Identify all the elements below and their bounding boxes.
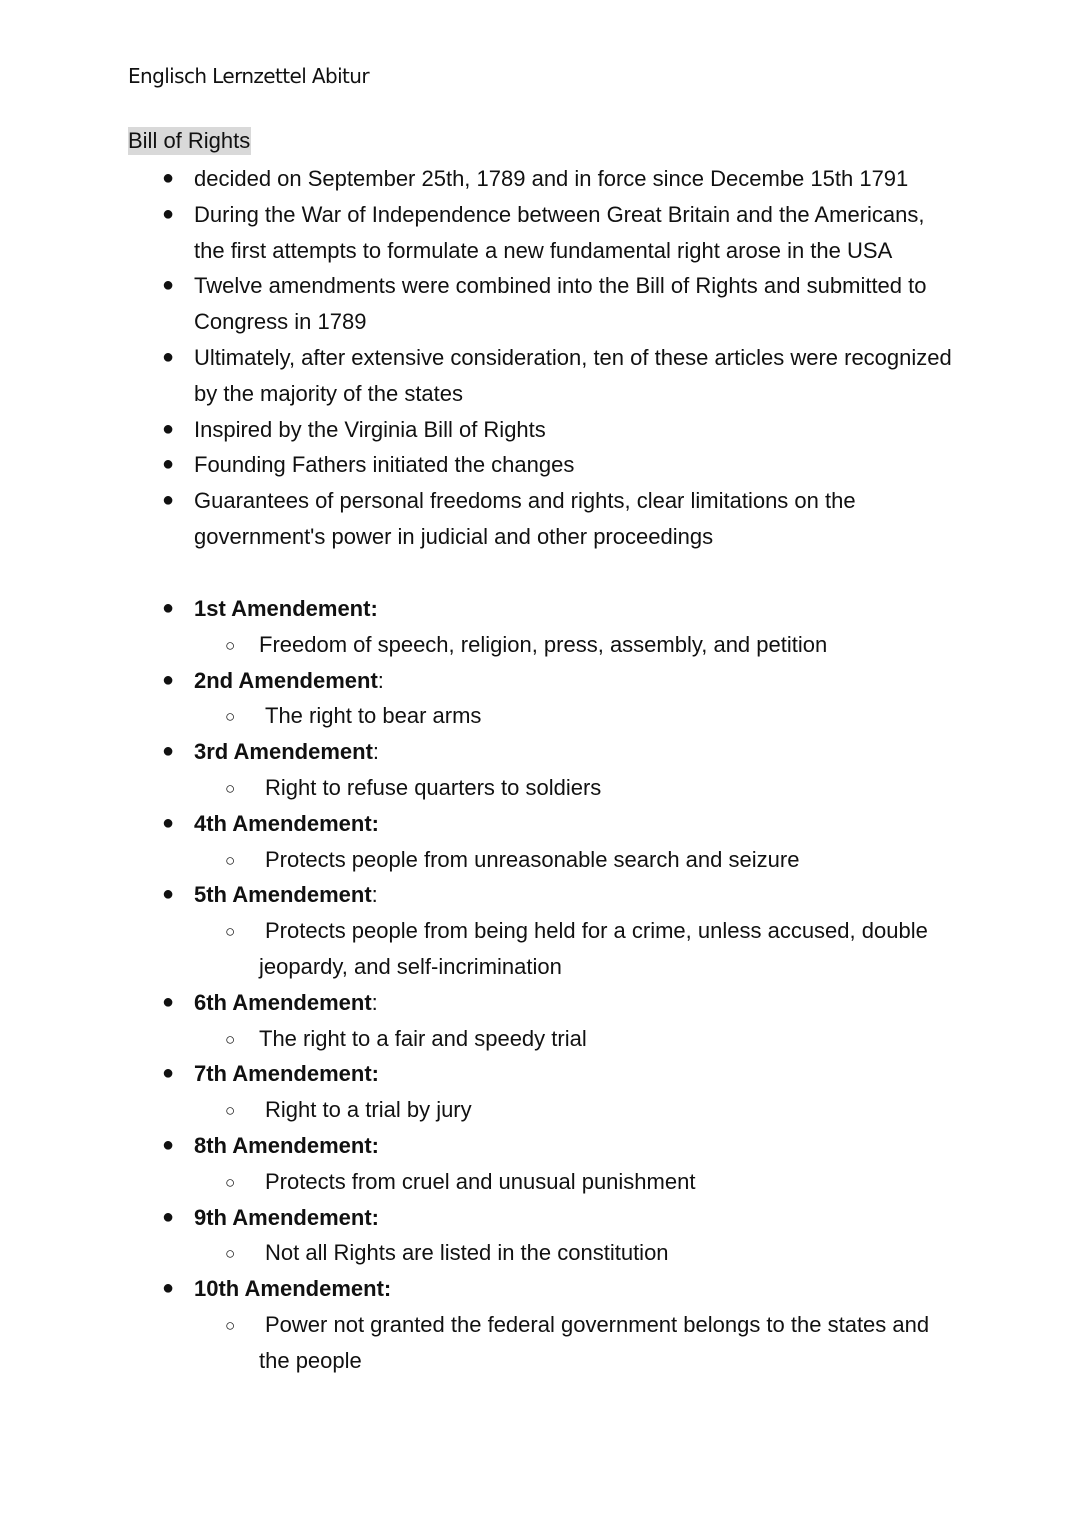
amendment-detail-text: Protects from cruel and unusual punishment — [265, 1168, 696, 1194]
list-item-text: During the War of Independence between Great Britain and the Americans, the first attempts to formulate a new fundamental right arose in the USA — [194, 201, 925, 263]
amendment-detail — [225, 1307, 956, 1379]
amendment-title: 3rd Amendement — [194, 739, 373, 765]
colon: : — [371, 1061, 379, 1087]
bullet-icon: ● — [162, 883, 175, 906]
amendment-details — [194, 842, 956, 878]
amendment-item — [162, 734, 956, 806]
list-item-text: decided on September 25th, 1789 and in force since Decembe 15th 1791 — [194, 166, 909, 191]
amendment-detail — [225, 1092, 956, 1128]
amendment-item — [162, 1200, 956, 1272]
list-item — [162, 161, 956, 197]
colon: : — [371, 1132, 379, 1158]
amendment-item — [162, 877, 956, 984]
colon: : — [377, 667, 384, 693]
bullet-icon: ● — [162, 1205, 175, 1228]
amendment-detail-text: Power not granted the federal government belongs to the states and the people — [259, 1311, 930, 1373]
list-item-text: Ultimately, after extensive consideration, ten of these articles were recognized by the majority of the states — [194, 344, 952, 406]
bullet-icon: ● — [162, 202, 175, 225]
amendment-detail — [225, 1164, 956, 1200]
amendment-item — [162, 806, 956, 878]
bullet-icon: ● — [162, 274, 175, 297]
spacer — [194, 555, 956, 591]
list-item-text: Founding Fathers initiated the changes — [194, 452, 575, 478]
list-item-text: Guarantees of personal freedoms and rights, clear limitations on the government's power in judicial and other proceedings — [194, 488, 856, 549]
colon: : — [371, 1204, 379, 1230]
list-item — [162, 268, 956, 340]
amendment-title: 6th Amendement — [194, 989, 372, 1015]
circle-bullet-icon: ○ — [225, 850, 236, 870]
bullet-icon: ● — [162, 453, 175, 476]
bullet-icon: ● — [162, 740, 175, 763]
amendment-title: 8th Amendement — [194, 1132, 372, 1158]
section-title: Bill of Rights — [128, 128, 251, 153]
amendment-title: 5th Amendement — [194, 882, 372, 908]
amendment-detail — [225, 1235, 956, 1271]
amendment-detail-text: The right to a fair and speedy trial — [259, 1025, 587, 1051]
amendment-details — [194, 627, 956, 663]
circle-bullet-icon: ○ — [225, 635, 236, 655]
list-item-text: Twelve amendments were combined into the Bill of Rights and submitted to Congress in 1789 — [194, 273, 927, 335]
amendment-detail — [225, 698, 956, 734]
bullet-icon: ● — [162, 1133, 175, 1156]
colon: : — [370, 596, 378, 621]
circle-bullet-icon: ○ — [225, 1029, 236, 1049]
amendment-item — [162, 1128, 956, 1200]
list-item — [162, 483, 956, 555]
colon: : — [383, 1276, 392, 1302]
colon: : — [371, 989, 378, 1015]
amendment-detail-text: Right to refuse quarters to soldiers — [265, 774, 602, 800]
amendment-detail-text: Freedom of speech, religion, press, assembly, and petition — [259, 631, 828, 657]
bullet-icon: ● — [162, 1277, 175, 1300]
bullet-icon: ● — [162, 417, 175, 440]
amendment-detail — [225, 842, 956, 878]
circle-bullet-icon: ○ — [225, 1244, 236, 1264]
list-item — [162, 197, 956, 269]
amendment-detail — [225, 1021, 956, 1057]
page-header: Englisch Lernzettel Abitur — [128, 64, 369, 88]
bullet-icon: ● — [162, 1062, 175, 1085]
amendment-detail-text: Not all Rights are listed in the constitution — [265, 1240, 669, 1266]
amendment-title: 7th Amendement — [194, 1061, 372, 1087]
circle-bullet-icon: ○ — [225, 1101, 236, 1121]
colon: : — [372, 739, 380, 765]
amendment-details — [194, 1235, 956, 1271]
amendment-title: 10th Amendement — [194, 1276, 384, 1302]
amendment-title: 9th Amendement — [194, 1204, 372, 1230]
amendment-details — [194, 698, 956, 734]
amendments-list — [162, 591, 956, 1379]
amendment-detail — [225, 913, 956, 985]
list-item — [162, 340, 956, 412]
amendment-detail-text: Protects people from being held for a crime, unless accused, double jeopardy, and self-incrimination — [259, 918, 928, 979]
amendment-title: 4th Amendement — [194, 810, 372, 836]
colon: : — [371, 810, 379, 836]
amendment-details — [194, 1021, 956, 1057]
amendment-item — [162, 591, 956, 663]
bullet-icon: ● — [162, 990, 175, 1013]
amendment-item — [162, 1271, 956, 1378]
circle-bullet-icon: ○ — [225, 778, 236, 798]
list-item — [162, 412, 956, 448]
amendment-details — [194, 1164, 956, 1200]
list-item-text: Inspired by the Virginia Bill of Rights — [194, 416, 546, 442]
colon: : — [371, 882, 378, 908]
circle-bullet-icon: ○ — [225, 922, 236, 942]
amendment-item — [162, 663, 956, 735]
circle-bullet-icon: ○ — [225, 1315, 236, 1335]
bullet-icon: ● — [162, 345, 175, 368]
amendment-item — [162, 985, 956, 1057]
bullet-icon: ● — [162, 668, 175, 691]
amendment-item — [162, 1056, 956, 1128]
amendment-detail-text: Right to a trial by jury — [265, 1097, 472, 1123]
bullet-icon: ● — [162, 489, 175, 512]
bill-of-rights-list — [162, 161, 956, 591]
amendment-title: 1st Amendement — [194, 596, 371, 621]
amendment-detail — [225, 770, 956, 806]
amendment-details — [194, 1092, 956, 1128]
amendment-detail-text: The right to bear arms — [265, 703, 482, 729]
amendment-details — [194, 1307, 956, 1379]
amendment-detail-text: Protects people from unreasonable search and seizure — [265, 846, 800, 872]
amendment-detail — [225, 627, 956, 663]
bullet-icon: ● — [162, 167, 175, 189]
amendment-details — [194, 770, 956, 806]
amendment-details — [194, 913, 956, 985]
bullet-icon: ● — [162, 597, 175, 619]
list-item — [162, 447, 956, 483]
amendment-title: 2nd Amendement — [194, 667, 378, 693]
circle-bullet-icon: ○ — [225, 707, 236, 727]
circle-bullet-icon: ○ — [225, 1172, 236, 1192]
bullet-icon: ● — [162, 811, 175, 834]
